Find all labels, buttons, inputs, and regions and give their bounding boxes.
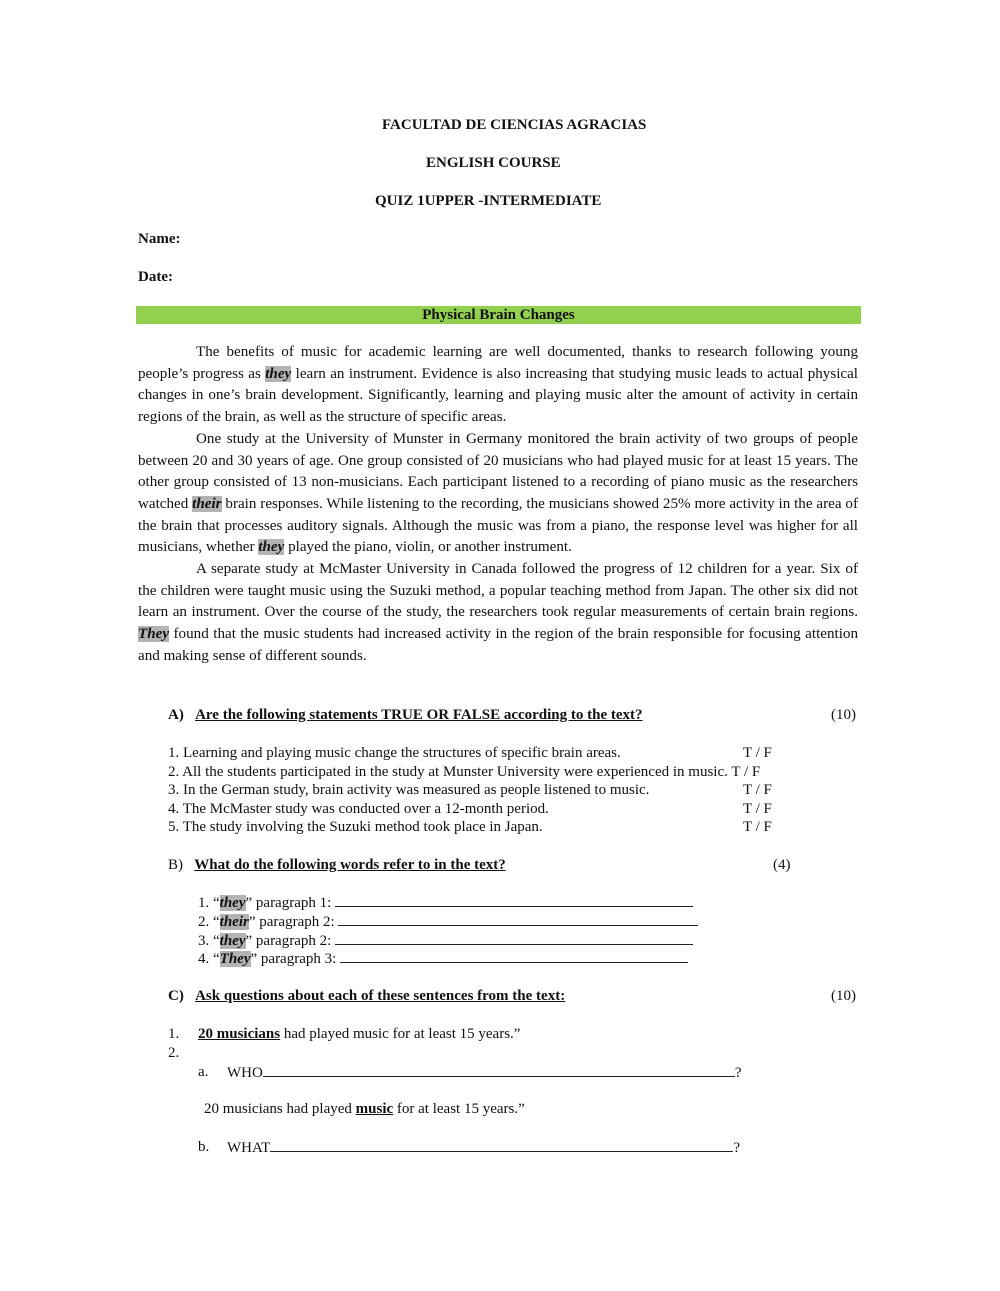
true-false-list <box>168 744 868 837</box>
tf-choice-1[interactable]: T / F <box>743 745 772 761</box>
answer-line-3[interactable] <box>335 932 693 945</box>
paragraph-3: A separate study at McMaster University in Canada followed the progress of 12 children for a year. Six of the children were taught music using the Suzuki method, a popular teaching method from Japan. The other six did not learn an instrument. Over the course of the study, the researchers took regular measurements of certain brain regions. They found that the music students had increased activity in the region of the brain responsible for focusing attention and making sense of different sounds. <box>138 561 858 664</box>
name-label: Name: <box>138 231 181 247</box>
faculty-heading: FACULTAD DE CIENCIAS AGRACIAS <box>382 117 647 133</box>
c-question-a-label: a. <box>198 1064 209 1080</box>
answer-line-4[interactable] <box>340 950 688 963</box>
tf-item-2: 2. All the students participated in the study at Munster University were experienced in music. T / F <box>168 763 761 780</box>
c-question-b: WHAT ? <box>227 1140 740 1156</box>
reference-item-1: 1. “they” paragraph 1: <box>198 894 698 913</box>
section-b-heading: B) What do the following words refer to in the text? <box>168 857 506 873</box>
c-item-1-number: 1. <box>168 1026 180 1042</box>
date-label: Date: <box>138 269 173 285</box>
tf-item-5: 5. The study involving the Suzuki method took place in Japan. T / F <box>168 819 772 836</box>
c-question-b-label: b. <box>198 1139 210 1155</box>
section-c-heading: C) Ask questions about each of these sentences from the text: <box>168 988 566 1004</box>
tf-choice-4[interactable]: T / F <box>743 800 772 817</box>
section-b-points: (4) <box>773 857 791 873</box>
reference-item-2: 2. “their” paragraph 2: <box>198 913 698 932</box>
c-sentence-2: 20 musicians had played music for at least 15 years.” <box>204 1101 525 1117</box>
section-a-points: (10) <box>831 707 856 723</box>
section-c-question: Ask questions about each of these sentences from the text: <box>195 988 566 1004</box>
paragraph-1: The benefits of music for academic learning are well documented, thanks to research following young people’s progress as they learn an instrument. Evidence is also increasing that studying music leads to actual physical changes in one’s brain development. Significantly, learning and playing music alter the amount of activity in certain regions of the brain, as well as the structure of specific areas. <box>138 344 858 426</box>
section-a-question: Are the following statements TRUE OR FALSE according to the text? <box>195 707 643 723</box>
highlight-they-3: They <box>138 626 170 643</box>
reading-title-banner: Physical Brain Changes <box>136 306 861 324</box>
reading-text <box>138 342 858 668</box>
highlight-their: their <box>192 495 222 512</box>
tf-choice-3[interactable]: T / F <box>743 782 772 799</box>
who-answer-line[interactable] <box>263 1064 735 1077</box>
quiz-heading: QUIZ 1UPPER -INTERMEDIATE <box>375 193 602 209</box>
reference-list <box>198 894 698 969</box>
answer-line-2[interactable] <box>338 913 698 926</box>
section-c-points: (10) <box>831 988 856 1004</box>
reference-item-3: 3. “they” paragraph 2: <box>198 932 698 951</box>
tf-item-1: 1. Learning and playing music change the structures of specific brain areas. T / F <box>168 745 772 761</box>
tf-choice-5[interactable]: T / F <box>743 819 772 836</box>
section-a-heading: A) Are the following statements TRUE OR FALSE according to the text? <box>168 707 643 723</box>
paragraph-2: One study at the University of Munster in Germany monitored the brain activity of two groups of people between 20 and 30 years of age. One group consisted of 20 musicians who had played music for at least 15 years. The other group consisted of 13 non-musicians. Each participant listened to a recording of piano music as the researchers watched their brain responses. While listening to the recording, the musicians showed 25% more activity in the area of the brain that processes auditory signals. Although the music was from a piano, the response level was higher for all musicians, whether they played the piano, violin, or another instrument. <box>138 430 859 556</box>
what-answer-line[interactable] <box>270 1139 733 1152</box>
answer-line-1[interactable] <box>335 894 693 907</box>
highlight-they-1: they <box>265 365 292 382</box>
tf-item-4: 4. The McMaster study was conducted over a 12-month period. T / F <box>168 800 772 817</box>
highlight-they-2: they <box>258 539 285 556</box>
c-question-a: WHO ? <box>227 1065 742 1081</box>
c-item-2-number: 2. <box>168 1045 180 1061</box>
reference-item-4: 4. “They” paragraph 3: <box>198 950 698 969</box>
tf-item-3: 3. In the German study, brain activity was measured as people listened to music. T / F <box>168 782 772 799</box>
section-b-question: What do the following words refer to in the text? <box>194 857 506 873</box>
course-heading: ENGLISH COURSE <box>426 155 561 171</box>
c-item-1-sentence: 20 musicians had played music for at least 15 years.” <box>198 1026 521 1042</box>
